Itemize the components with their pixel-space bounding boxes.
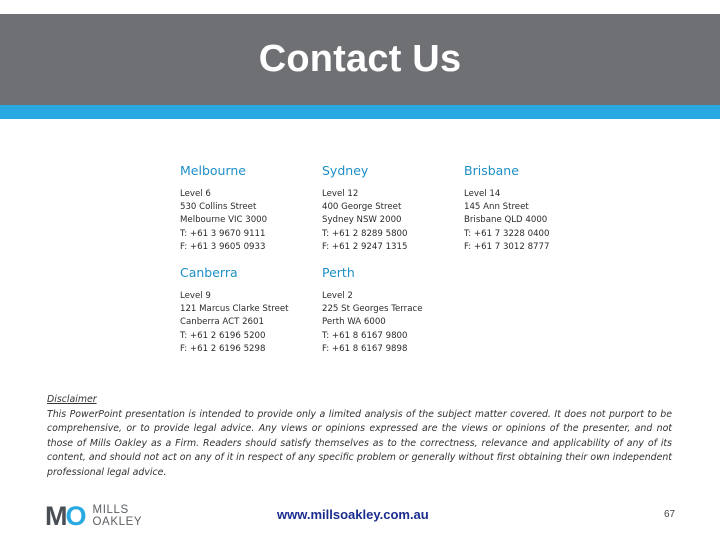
office-sydney [322,163,457,254]
page-title: Contact Us [258,38,462,80]
office-canberra [180,265,315,356]
office-city: Sydney [322,163,369,178]
office-phone[interactable]: T: +61 8 6167 9800 [322,330,408,341]
office-address-line: Level 6 [180,189,211,199]
office-city: Perth [322,265,355,280]
office-fax: F: +61 3 9605 0933 [180,241,266,252]
office-address-line: Level 2 [322,291,353,301]
office-address-line: 121 Marcus Clarke Street [180,304,289,315]
office-phone[interactable]: T: +61 2 8289 5800 [322,228,408,239]
office-address-line: Canberra ACT 2601 [180,317,264,328]
office-phone[interactable]: T: +61 2 6196 5200 [180,330,266,341]
disclaimer [47,393,672,481]
office-city: Brisbane [464,163,519,178]
office-fax: F: +61 7 3012 8777 [464,241,550,252]
disclaimer-title: Disclaimer [47,394,97,405]
page-number: 67 [664,509,676,520]
office-address-line: Melbourne VIC 3000 [180,215,268,226]
logo-mark-o: O [65,501,85,531]
office-address-line: 225 St Georges Terrace [322,304,423,315]
office-fax: F: +61 8 6167 9898 [322,343,408,354]
mills-oakley-logo [45,501,143,531]
office-city: Melbourne [180,163,246,178]
office-address-line: Sydney NSW 2000 [322,215,402,226]
logo-wordmark [93,504,143,528]
office-address-line: Brisbane QLD 4000 [464,215,548,226]
disclaimer-body: This PowerPoint presentation is intended to provide only a limited analysis of the subject matter covered. It does not purport to be comprehensive, or to provide legal advice. Any views or opinions expressed are the views or opinions of the presenter, and not those of Mills Oakley as a Firm. Readers should satisfy themselves as to the correctness, relevance and applicability of any of its content, and should not act on any of it in respect of any specific problem or generally without first obtaining their own independent professional legal advice. [47,408,672,478]
logo-word-oakley: OAKLEY [92,516,143,528]
office-phone[interactable]: T: +61 3 9670 9111 [180,228,266,239]
office-fax: F: +61 2 9247 1315 [322,241,408,252]
office-address-line: Level 12 [322,189,359,199]
title-banner [0,14,720,105]
office-phone[interactable]: T: +61 7 3228 0400 [464,228,550,239]
office-brisbane [464,163,599,254]
office-fax: F: +61 2 6196 5298 [180,343,266,354]
website-link[interactable]: www.millsoakley.com.au [277,507,429,522]
office-melbourne [180,163,315,254]
office-address-line: Level 9 [180,291,211,301]
office-address-line: Perth WA 6000 [322,317,386,328]
logo-word-mills: MILLS [92,504,129,516]
office-address-line: 530 Collins Street [180,202,257,213]
accent-bar [0,105,720,119]
office-perth [322,265,457,356]
logo-mark [45,501,85,531]
office-address-line: 145 Ann Street [464,202,529,213]
office-address-line: 400 George Street [322,202,402,213]
office-address-line: Level 14 [464,189,501,199]
logo-mark-text: MO [45,501,85,531]
office-city: Canberra [180,265,238,280]
